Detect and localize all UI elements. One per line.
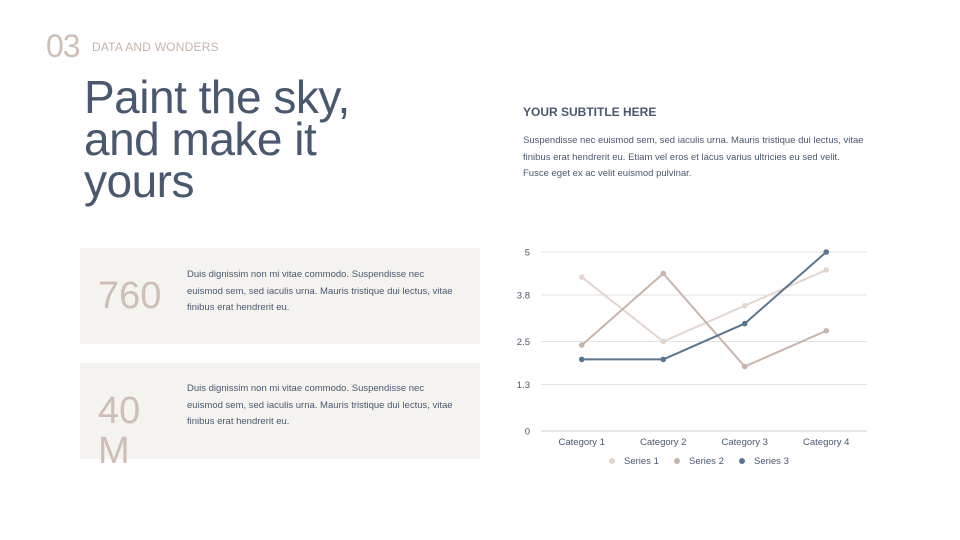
data-point bbox=[579, 357, 585, 363]
data-point bbox=[579, 342, 585, 348]
data-point bbox=[742, 364, 748, 370]
headline: Paint the sky, and make it yours bbox=[84, 71, 350, 207]
data-point bbox=[823, 249, 829, 255]
y-tick-label: 3.8 bbox=[516, 290, 530, 302]
section-label: DATA AND WONDERS bbox=[92, 40, 219, 54]
y-tick-label: 2.5 bbox=[516, 337, 530, 348]
legend-marker bbox=[739, 458, 745, 464]
stat-value: 40 M bbox=[98, 390, 141, 472]
stat-description: Duis dignissim non mi vitae commodo. Suspendisse nec euismod sem, sed iaculis urna. Mauris tristique dui lectus, vitae finibus erat hendrerit eu. bbox=[187, 383, 453, 427]
data-point bbox=[579, 274, 585, 280]
x-tick-label: Category 2 bbox=[640, 437, 687, 448]
x-tick-label: Category 3 bbox=[721, 437, 768, 448]
y-tick-label: 0 bbox=[524, 426, 530, 438]
stat-description: Duis dignissim non mi vitae commodo. Suspendisse nec euismod sem, sed iaculis urna. Mauris tristique dui lectus, vitae finibus erat hendrerit eu. bbox=[187, 269, 453, 313]
data-point bbox=[742, 303, 748, 309]
y-tick-label: 5 bbox=[524, 247, 530, 259]
y-tick-label: 1.3 bbox=[516, 379, 530, 391]
body-paragraph: Suspendisse nec euismod sem, sed iaculis urna. Mauris tristique dui lectus, vitae finibus erat hendrerit eu. Etiam vel eros et lacus varius ultricies eu sed velit. Fusce eget ex ac velit euismod pulvinar. bbox=[523, 135, 864, 179]
x-tick-label: Category 1 bbox=[558, 437, 605, 448]
data-point bbox=[823, 328, 829, 334]
data-point bbox=[823, 267, 829, 273]
x-tick-label: Category 4 bbox=[803, 437, 850, 448]
data-point bbox=[742, 321, 748, 327]
subtitle: YOUR SUBTITLE HERE bbox=[523, 105, 657, 119]
data-point bbox=[660, 339, 666, 345]
series-line bbox=[582, 273, 827, 366]
legend-label: Series 2 bbox=[689, 456, 724, 467]
legend-marker bbox=[674, 458, 680, 464]
stat-card bbox=[80, 248, 480, 344]
data-point bbox=[660, 271, 666, 277]
legend-label: Series 3 bbox=[754, 456, 789, 467]
legend-marker bbox=[609, 458, 615, 464]
legend-label: Series 1 bbox=[624, 456, 659, 467]
series-line bbox=[582, 270, 827, 342]
slide-number: 03 bbox=[46, 28, 80, 64]
data-point bbox=[660, 357, 666, 363]
stat-value: 760 bbox=[98, 275, 162, 317]
line-chart bbox=[500, 238, 880, 483]
stat-card bbox=[80, 363, 480, 472]
